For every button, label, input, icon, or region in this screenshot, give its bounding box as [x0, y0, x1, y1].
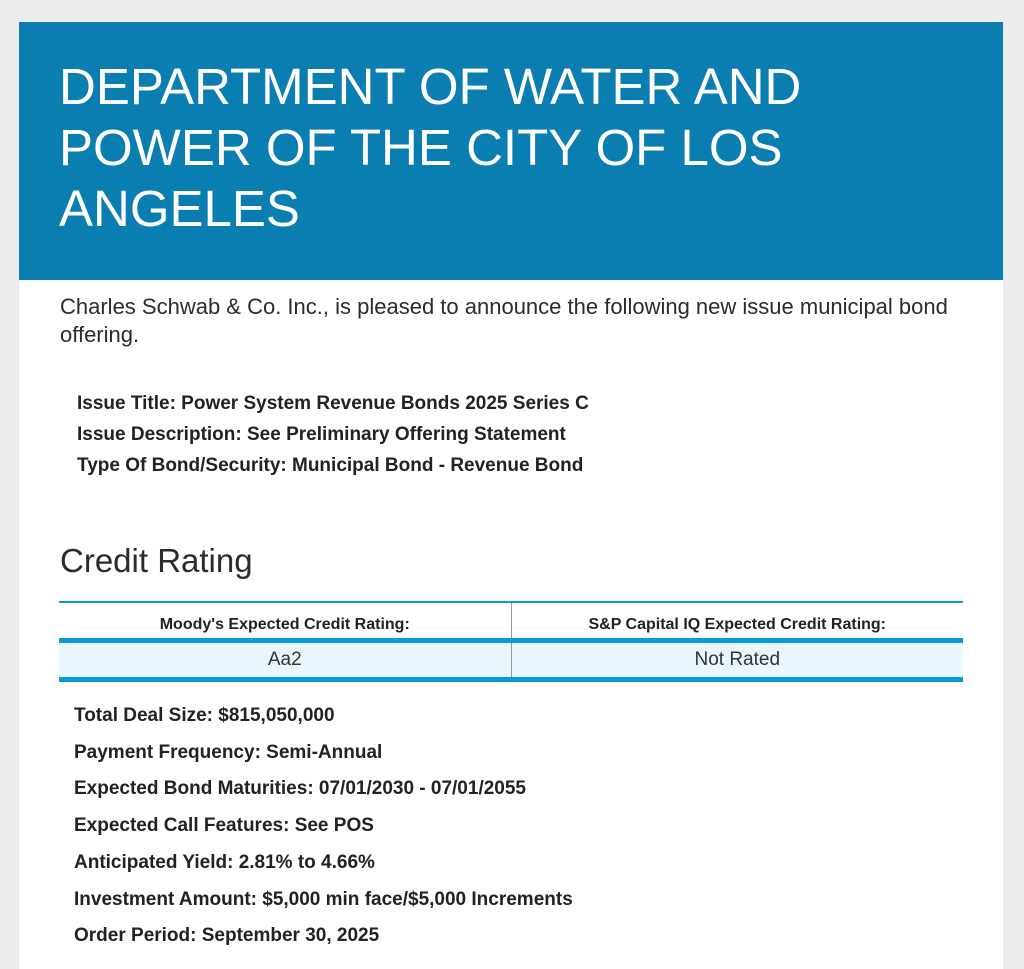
issue-description: Issue Description: See Preliminary Offering Statement [77, 424, 566, 445]
sp-rating-value: Not Rated [694, 649, 781, 670]
credit-rating-heading: Credit Rating [60, 542, 253, 579]
intro-text: Charles Schwab & Co. Inc., is pleased to announce the following new issue municipal bond offering. [60, 294, 948, 347]
issue-title: Issue Title: Power System Revenue Bonds 2025 Series C [77, 393, 589, 414]
total-deal-size: Total Deal Size: $815,050,000 [74, 705, 335, 726]
table-header-row [59, 603, 963, 643]
payment-frequency: Payment Frequency: Semi-Annual [74, 741, 383, 763]
table-row [59, 643, 963, 682]
issuer-title: DEPARTMENT OF WATER AND POWER OF THE CITY OF LOS ANGELES [59, 58, 802, 237]
deal-details [74, 698, 954, 955]
expected-maturities: Expected Bond Maturities: 07/01/2030 - 07/01/2055 [74, 778, 526, 800]
bond-type: Type Of Bond/Security: Municipal Bond - Revenue Bond [77, 455, 584, 476]
moodys-column-header: Moody's Expected Credit Rating: [59, 603, 512, 638]
moodys-rating-value: Aa2 [59, 643, 512, 677]
order-period: Order Period: September 30, 2025 [74, 925, 380, 947]
issue-details [77, 388, 957, 481]
call-features: Expected Call Features: See POS [74, 815, 374, 837]
anticipated-yield: Anticipated Yield: 2.81% to 4.66% [74, 851, 375, 873]
investment-amount: Investment Amount: $5,000 min face/$5,000 Increments [74, 888, 573, 910]
email-card [19, 22, 1003, 969]
header-banner [19, 22, 1003, 280]
credit-rating-table [59, 601, 963, 682]
sp-column-header: S&P Capital IQ Expected Credit Rating: [588, 616, 887, 633]
